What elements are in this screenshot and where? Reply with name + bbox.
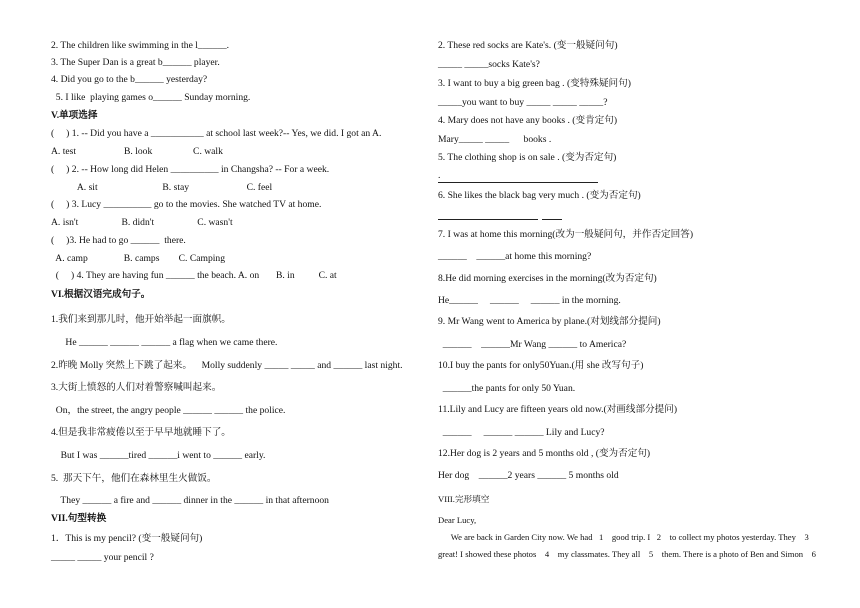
text-line: A. isn't B. didn't C. wasn't bbox=[51, 217, 233, 228]
text-line: 11.Lily and Lucy are fifteen years old now.(对画线部分提问) bbox=[438, 404, 678, 415]
text-line: ______ ______ ______ Lily and Lucy? bbox=[438, 427, 605, 438]
text-line: 2. These red socks are Kate's. (变一般疑问句) bbox=[438, 40, 618, 51]
text-line: VI.根据汉语完成句子。 bbox=[51, 289, 151, 300]
text-line: ( ) 2. -- How long did Helen __________ in Changsha? -- For a week. bbox=[51, 164, 330, 175]
text-line: A. sit B. stay C. feel bbox=[51, 182, 273, 193]
text-line: 4. Did you go to the b______ yesterday? bbox=[51, 74, 208, 85]
text-line: 3. The Super Dan is a great b______ player. bbox=[51, 57, 220, 68]
text-line: _____ _____socks Kate's? bbox=[438, 59, 540, 70]
text-line: 1.我们来到那儿时，他开始举起一面旗帜。 bbox=[51, 314, 231, 325]
text-line: 10.I buy the pants for only50Yuan.(用 she 改写句子) bbox=[438, 360, 644, 371]
text-line: 9. Mr Wang went to America by plane.(对划线部分提问) bbox=[438, 316, 661, 327]
text-line: Mary_____ _____ books . bbox=[438, 134, 552, 145]
text-line: 5. I like playing games o______ Sunday morning. bbox=[51, 92, 251, 103]
text-line: Her dog ______2 years ______ 5 months old bbox=[438, 470, 619, 481]
text-line: ( ) 4. They are having fun ______ the beach. A. on B. in C. at bbox=[51, 270, 337, 281]
text-line: 5. 那天下午，他们在森林里生火做饭。 bbox=[51, 473, 217, 484]
text-line: . bbox=[438, 170, 441, 181]
text-line: 12.Her dog is 2 years and 5 months old , (变为否定句) bbox=[438, 448, 651, 459]
text-line: He ______ ______ ______ a flag when we came there. bbox=[51, 337, 278, 348]
text-line: 8.He did morning exercises in the morning(改为否定句) bbox=[438, 273, 657, 284]
text-line: 3. I want to buy a big green bag . (变特殊疑问句) bbox=[438, 78, 631, 89]
text-line: ( )3. He had to go ______ there. bbox=[51, 235, 186, 246]
answer-line bbox=[438, 219, 538, 220]
text-line: 5. The clothing shop is on sale . (变为否定句) bbox=[438, 152, 617, 163]
text-line: He______ ______ ______ in the morning. bbox=[438, 295, 621, 306]
text-line: ______ ______Mr Wang ______ to America? bbox=[438, 339, 627, 350]
text-line: 7. I was at home this morning(改为一般疑问句，并作否定回答) bbox=[438, 229, 694, 240]
text-line: V.单项选择 bbox=[51, 110, 98, 121]
text-line: 1．This is my pencil? (变一般疑问句) bbox=[51, 533, 203, 544]
text-line: They ______ a fire and ______ dinner in the ______ in that afternoon bbox=[51, 495, 329, 506]
text-line: Dear Lucy, bbox=[438, 515, 477, 525]
text-line: A. camp B. camps C. Camping bbox=[51, 253, 226, 264]
text-line: ______ ______at home this morning? bbox=[438, 251, 592, 262]
text-line: 2. The children like swimming in the l______. bbox=[51, 40, 230, 51]
text-line: VII.句型转换 bbox=[51, 513, 107, 524]
text-line: 4.但是我非常疲倦以至于早早地就睡下了。 bbox=[51, 427, 231, 438]
text-line: _____ _____ your pencil ? bbox=[51, 552, 154, 563]
text-line: But I was ______tired ______i went to ______ early. bbox=[51, 450, 266, 461]
text-line: ( ) 1. -- Did you have a ___________ at school last week?-- Yes, we did. I got an A. bbox=[51, 128, 382, 139]
text-line: great! I showed these photos 4 my classmates. They all 5 them. There is a photo of Ben and Simon 6 bbox=[438, 549, 816, 559]
answer-line bbox=[542, 219, 562, 220]
answer-line bbox=[438, 182, 598, 183]
text-line: 6. She likes the black bag very much . (变为否定句) bbox=[438, 190, 641, 201]
text-line: _____you want to buy _____ _____ _____? bbox=[438, 97, 608, 108]
text-line: 4. Mary does not have any books . (变肯定句) bbox=[438, 115, 618, 126]
text-line: We are back in Garden City now. We had 1 good trip. I 2 to collect my photos yesterday. They 3 bbox=[438, 532, 809, 542]
text-line: 3.大街上愤怒的人们对着警察喊叫起来。 bbox=[51, 382, 222, 393]
text-line: A. test B. look C. walk bbox=[51, 146, 223, 157]
text-line: ______the pants for only 50 Yuan. bbox=[438, 383, 576, 394]
text-line: On，the street, the angry people ______ ______ the police. bbox=[51, 405, 286, 416]
text-line: VIII.完形填空 bbox=[438, 494, 490, 504]
text-line: 2.昨晚 Molly 突然上下跳了起来。 Molly suddenly _____ _____ and ______ last night. bbox=[51, 360, 403, 371]
text-line: ( ) 3. Lucy __________ go to the movies. She watched TV at home. bbox=[51, 199, 322, 210]
